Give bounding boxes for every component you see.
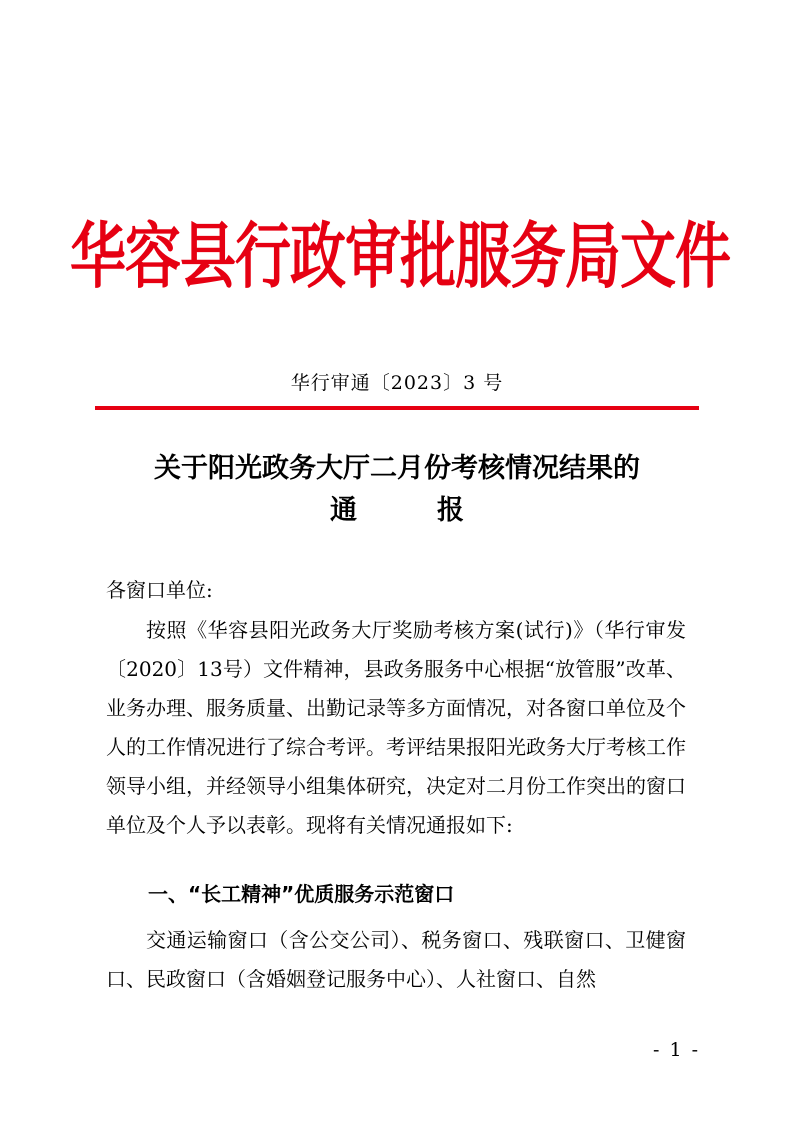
notice-title (95, 448, 699, 532)
paragraph-2: 交通运输窗口（含公交公司）、税务窗口、残联窗口、卫健窗口、民政窗口（含婚姻登记服务中心）、人社窗口、自然 (106, 928, 686, 991)
notice-title-line2 (95, 490, 699, 532)
notice-title-word2: 报 (437, 495, 464, 526)
document-header-title: 华容县行政审批服务局文件 (70, 215, 730, 299)
paragraph-1: 按照《华容县阳光政务大厅奖励考核方案(试行)》（华行审发〔2020〕13号）文件精神，县政务服务中心根据“放管服”改革、业务办理、服务质量、出勤记录等多方面情况，对各窗口单位及个人的工作情况进行了综合考评。考评结果报阳光政务大厅考核工作领导小组，并经领导小组集体研究，决定对二月份工作突出的窗口单位及个人予以表彰。现将有关情况通报如下: (106, 618, 686, 837)
red-separator-line (95, 406, 699, 410)
notice-title-line1: 关于阳光政务大厅二月份考核情况结果的 (154, 453, 640, 484)
salutation: 各窗口单位: (106, 578, 213, 602)
section-heading-1: 一、“长工精神”优质服务示范窗口 (148, 882, 455, 906)
page-number: - 1 - (652, 1039, 700, 1061)
document-number: 华行审通〔2023〕3 号 (290, 372, 504, 394)
notice-title-word1: 通 (330, 495, 357, 526)
